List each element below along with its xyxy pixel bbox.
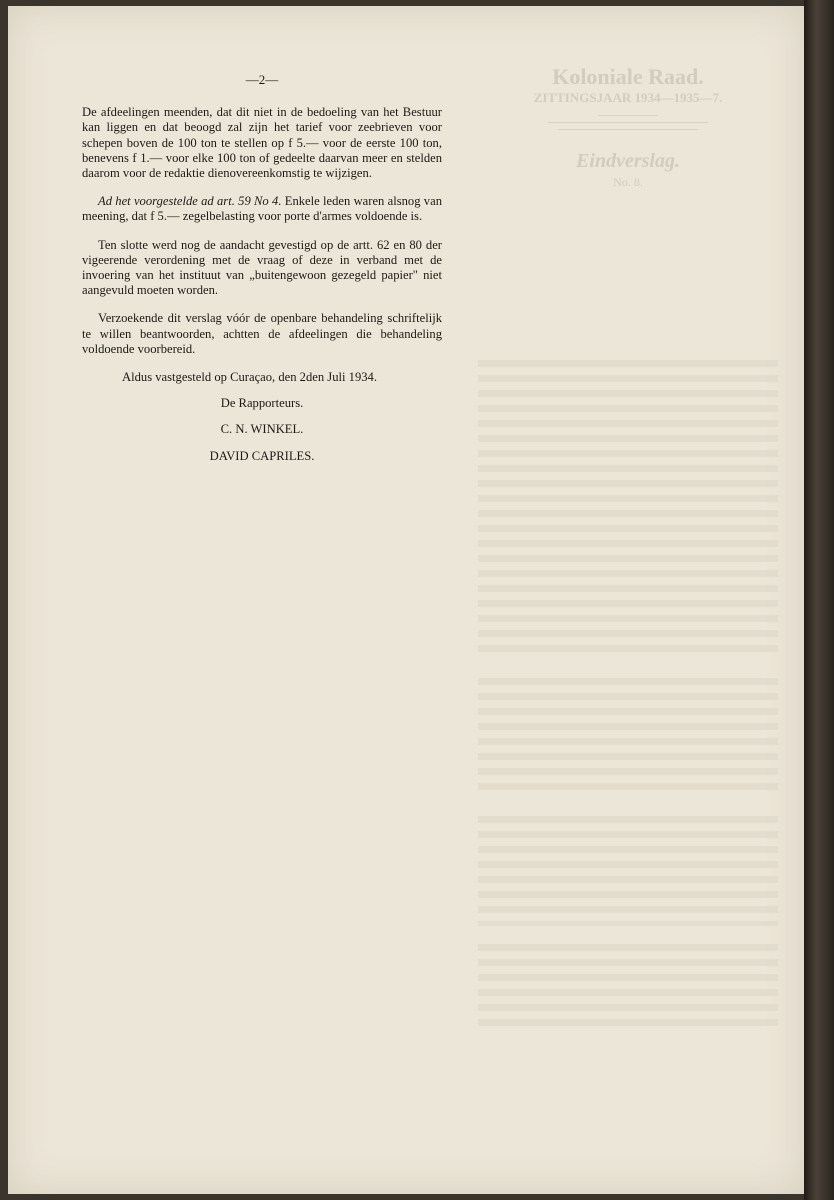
place-date: Aldus vastgesteld op Curaçao, den 2den Juli 1934. <box>122 370 377 385</box>
document-page <box>8 6 804 1194</box>
paragraph-lead-italic: Ad het voorgestelde ad art. 59 No 4. <box>98 194 282 209</box>
paragraph-porte-darmes <box>82 194 442 224</box>
binding-spine <box>804 0 834 1200</box>
page-number: —2— <box>245 72 279 87</box>
signatory-capriles: DAVID CAPRILES. <box>209 448 315 463</box>
page-content <box>82 72 442 475</box>
bleedthrough-number: No. 8. <box>613 175 643 189</box>
bleedthrough-text-block <box>478 678 778 798</box>
bleedthrough-text-block <box>478 944 778 1034</box>
bleedthrough-heading: Eindverslag. <box>576 150 680 172</box>
bleedthrough-session: ZITTINGSJAAR 1934—1935—7. <box>533 90 723 105</box>
bleedthrough-text-block <box>478 360 778 660</box>
signoff-block <box>82 370 442 464</box>
paragraph-porte-darmes-text: Enkele leden waren alsnog van meening, dat f 5.— zegelbelasting voor porte d'armes voldoende is. <box>82 194 442 224</box>
paragraph-zeebrieven: De afdeelingen meenden, dat dit niet in de bedoeling van het Bestuur kan liggen en dat beoogd zal zijn het tarief voor zeebrieven voor schepen boven de 100 ton te stellen op f 5.— voor de eerste 100 ton, benevens f 1.— voor elke 100 ton of gedeelte daarvan meer en stelden daarom voor de redaktie dienovereenkomstig te wijzigen. <box>82 105 442 181</box>
bleedthrough-text-block <box>478 816 778 926</box>
signatory-winkel: C. N. WINKEL. <box>220 422 304 437</box>
paragraph-verzoek: Verzoekende dit verslag vóór de openbare behandeling schriftelijk te willen beantwoorden, achtten de afdeelingen die behandeling voldoende voorbereid. <box>82 311 442 356</box>
bleedthrough-title: Koloniale Raad. <box>552 64 704 89</box>
bleedthrough-ornament <box>478 115 778 130</box>
bleedthrough-reverse-page <box>478 66 778 1116</box>
paragraph-verordening: Ten slotte werd nog de aandacht gevestigd op de artt. 62 en 80 der vigeerende verordening met de vraag of deze in verband met de invoering van het instituut van „buitengewoon gezegeld papier" niet aangevuld moeten worden. <box>82 237 442 298</box>
rapporteurs-label: De Rapporteurs. <box>220 396 304 411</box>
